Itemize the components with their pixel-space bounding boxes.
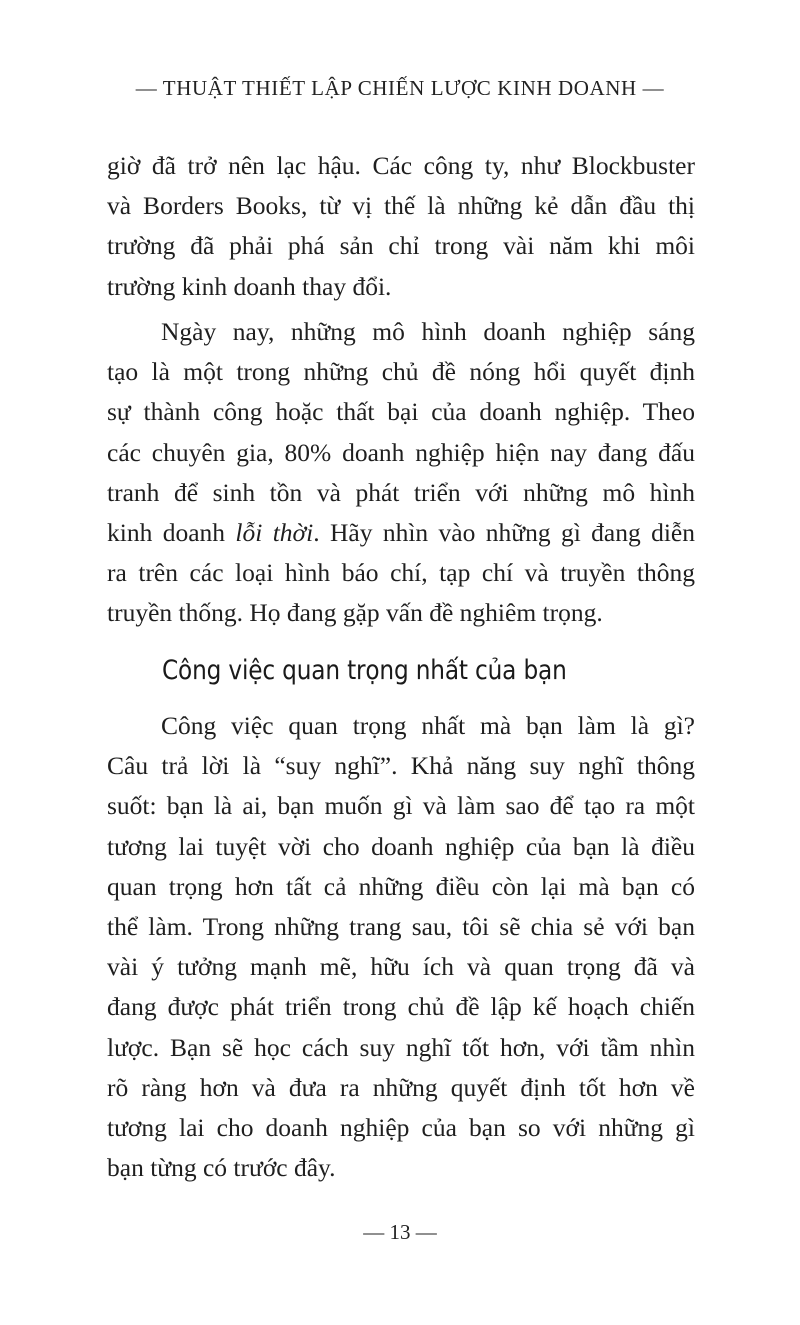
text-line: truyền thống. Họ đang gặp vấn đề nghiêm trọng. [107,598,603,628]
paragraph-2 [107,312,695,634]
paragraph-1 [107,146,695,307]
text-line: thể làm. Trong những trang sau, tôi sẽ chia sẻ với bạn [107,912,695,942]
emphasis-text: lỗi thời [235,518,314,548]
text-line: sự thành công hoặc thất bại của doanh nghiệp. Theo [107,397,695,427]
running-header: — THUẬT THIẾT LẬP CHIẾN LƯỢC KINH DOANH — [135,76,665,100]
text-line: tương lai cho doanh nghiệp của bạn so với những gì [107,1113,695,1143]
text-line: và Borders Books, từ vị thế là những kẻ dẫn đầu thị [107,191,695,221]
text-line: Câu trả lời là “suy nghĩ”. Khả năng suy nghĩ thông [107,751,695,781]
text-line: lược. Bạn sẽ học cách suy nghĩ tốt hơn, với tầm nhìn [107,1032,695,1062]
text-line: quan trọng hơn tất cả những điều còn lại mà bạn có [107,871,695,901]
text-segment: . Hãy nhìn vào những gì đang diễn [313,518,695,548]
text-segment: kinh doanh [107,518,236,548]
text-line: suốt: bạn là ai, bạn muốn gì và làm sao để tạo ra một [107,791,695,821]
text-line: bạn từng có trước đây. [107,1153,336,1183]
text-line: tạo là một trong những chủ đề nóng hổi quyết định [107,357,695,387]
text-line: ra trên các loại hình báo chí, tạp chí và truyền thông [107,558,695,588]
section-heading: Công việc quan trọng nhất của bạn [162,655,567,686]
text-line: vài ý tưởng mạnh mẽ, hữu ích và quan trọng đã và [107,952,695,982]
text-line: Công việc quan trọng nhất mà bạn làm là gì? [161,711,695,740]
page-number: — 13 — [363,1220,437,1244]
text-line: trường đã phải phá sản chỉ trong vài năm khi môi [107,231,695,261]
paragraph-3 [107,706,695,1188]
text-line-with-emphasis [107,513,695,553]
text-line: các chuyên gia, 80% doanh nghiệp hiện nay đang đấu [107,437,695,467]
text-line: trường kinh doanh thay đổi. [107,271,392,301]
text-line: đang được phát triển trong chủ đề lập kế hoạch chiến [107,992,695,1022]
text-line: tương lai tuyệt vời cho doanh nghiệp của bạn là điều [107,831,695,861]
text-line: rõ ràng hơn và đưa ra những quyết định tốt hơn về [107,1072,695,1102]
text-line: giờ đã trở nên lạc hậu. Các công ty, như Blockbuster [107,151,695,180]
text-line: Ngày nay, những mô hình doanh nghiệp sáng [161,317,695,346]
text-line: tranh để sinh tồn và phát triển với những mô hình [107,477,695,507]
